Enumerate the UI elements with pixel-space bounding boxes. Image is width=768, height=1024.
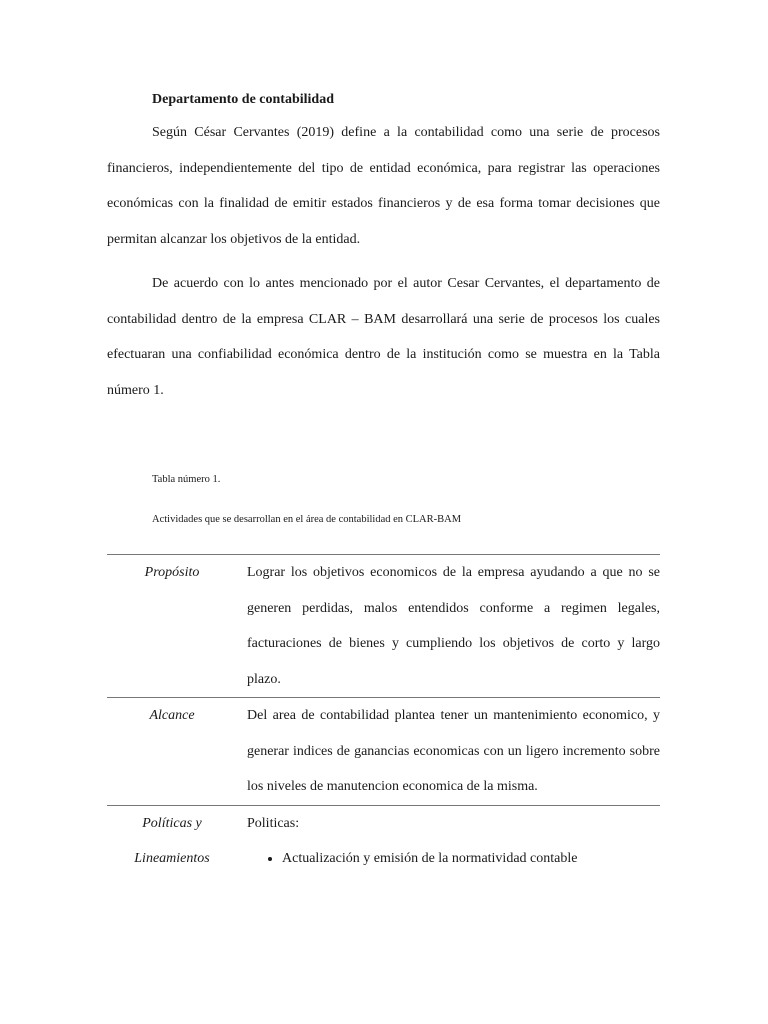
- table-title-caption: Actividades que se desarrollan en el área de contabilidad en CLAR-BAM: [152, 514, 462, 525]
- row-label-text: Políticas y Lineamientos: [134, 815, 210, 866]
- table-row: [107, 805, 660, 877]
- table-row: [107, 555, 660, 698]
- row-label: Alcance: [149, 708, 195, 723]
- row-text: Lograr los objetivos economicos de la empresa ayudando a que no se generen perdidas, malos entendidos conforme a regimen legales, facturaciones de bienes y cumpliendo los objetivos de corto y largo plazo.: [247, 565, 660, 687]
- paragraph-2: De acuerdo con lo antes mencionado por el autor Cesar Cervantes, el departamento de contabilidad dentro de la empresa CLAR – BAM desarrollará una serie de procesos los cuales efectuaran una confiabilidad económica dentro de la institución como se muestra en la Tabla número 1.: [107, 276, 660, 398]
- paragraph-1: Según César Cervantes (2019) define a la contabilidad como una serie de procesos financieros, independientemente del tipo de entidad económica, para registrar las operaciones económicas con la finalidad de emitir estados financieros y de esa forma tomar decisiones que permitan alcanzar los objetivos de la entidad.: [107, 125, 660, 247]
- row-label: [107, 805, 237, 877]
- section-heading: Departamento de contabilidad: [152, 92, 334, 107]
- row-text: Del area de contabilidad plantea tener un mantenimiento economico, y generar indices de ganancias economicas con un ligero incremento sobre los niveles de manutencion economica de la misma.: [247, 708, 660, 794]
- row-text: Politicas:: [247, 815, 300, 831]
- bullet-list: [247, 841, 660, 877]
- activities-table: [107, 554, 660, 877]
- table-number-caption: Tabla número 1.: [152, 474, 221, 485]
- row-content: [237, 805, 660, 877]
- row-label: Propósito: [144, 565, 200, 580]
- table-row: [107, 698, 660, 806]
- list-item: • Actualización y emisión de la normatividad contable: [282, 841, 660, 877]
